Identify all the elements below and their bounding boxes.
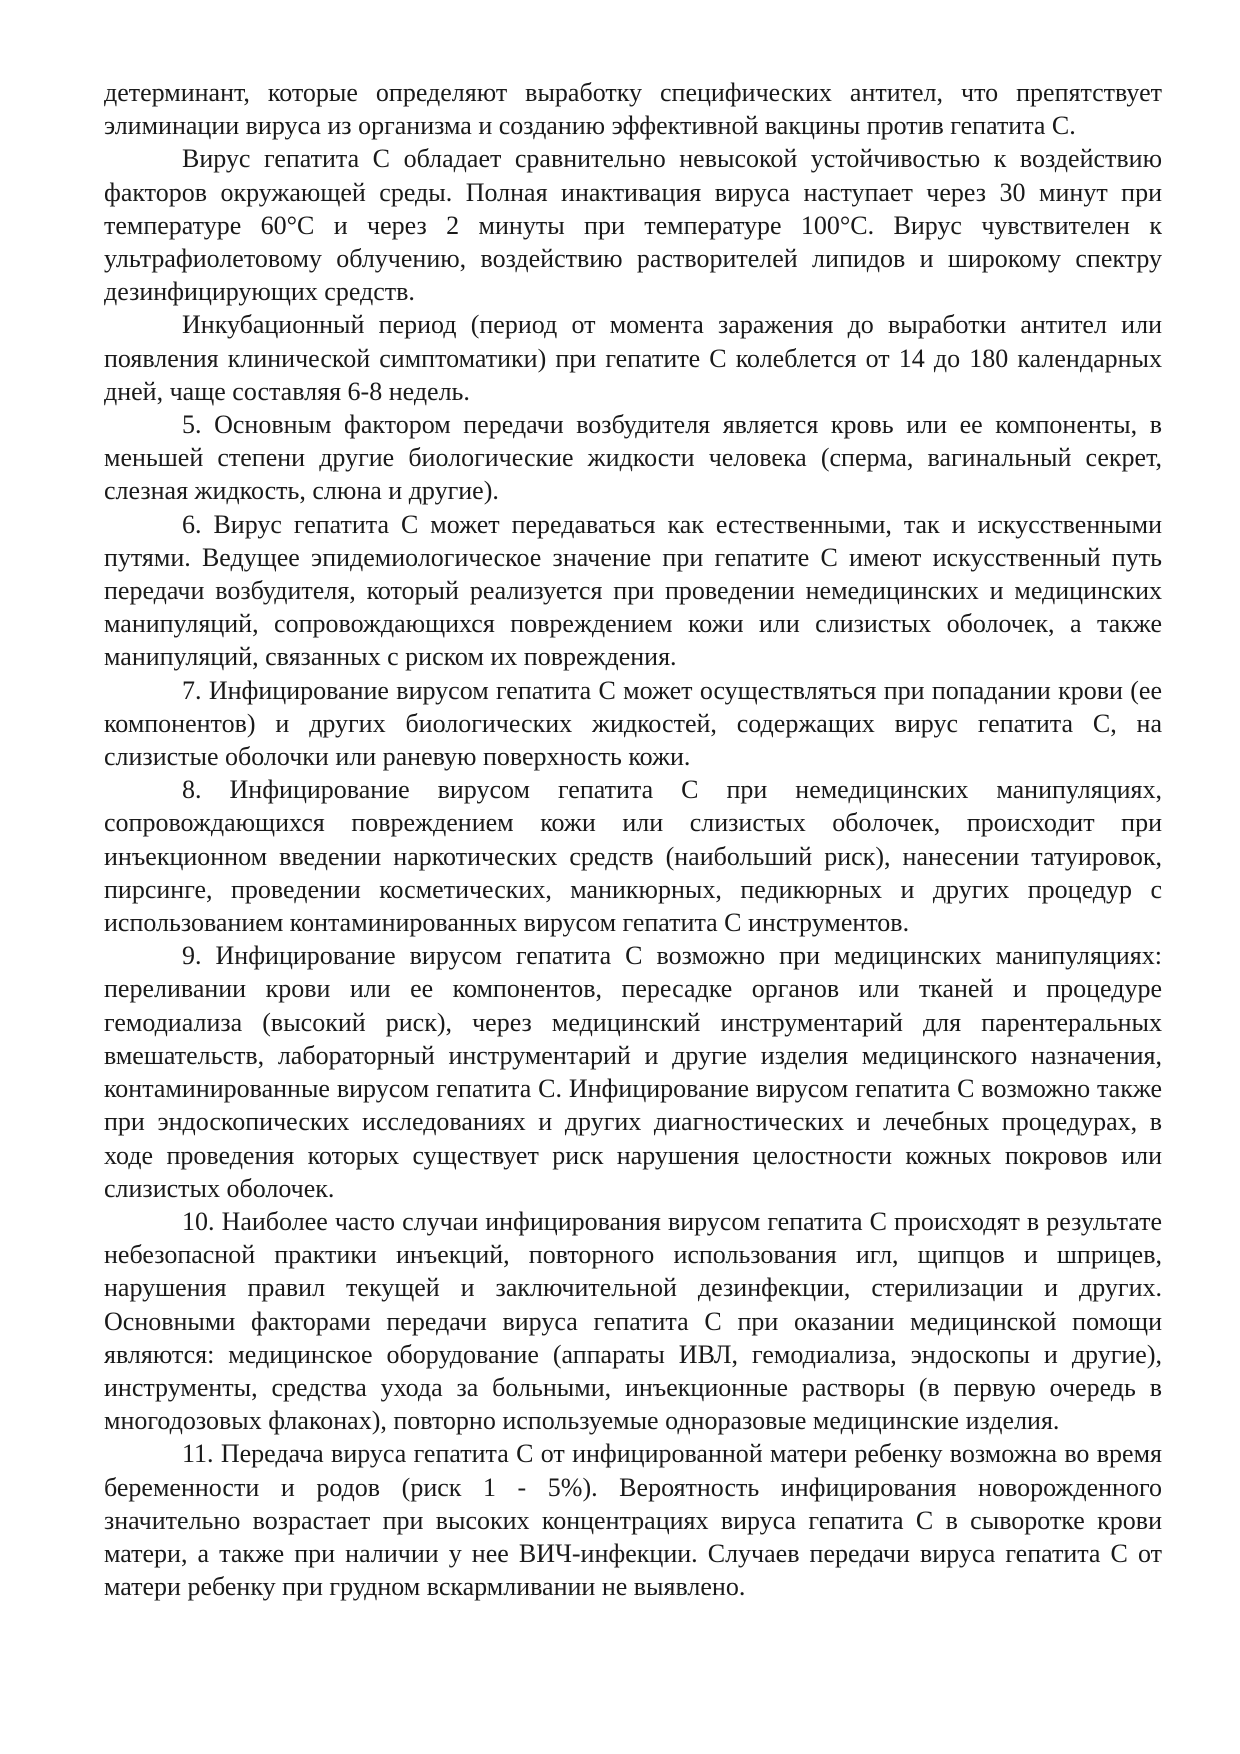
paragraph-incubation-period: Инкубационный период (период от момента заражения до выработки антител или появления клинической симптоматики) при гепатите С колеблется от 14 до 180 календарных дней, чаще составляя 6-8 недель. bbox=[104, 310, 1162, 406]
paragraph-item-6: 6. Вирус гепатита С может передаваться как естественными, так и искусственными путями. Ведущее эпидемиологическое значение при гепатите С имеют искусственный путь передачи возбудителя, который реализуется при проведении немедицинских и медицинских манипуляций, сопровождающихся повреждением кожи или слизистых оболочек, а также манипуляций, связанных с риском их повреждения. bbox=[104, 509, 1162, 672]
paragraph-item-11: 11. Передача вируса гепатита С от инфицированной матери ребенку возможна во время беременности и родов (риск 1 - 5%). Вероятность инфицирования новорожденного значительно возрастает при высоких концентрациях вируса гепатита С в сыворотке крови матери, а также при наличии у нее ВИЧ-инфекции. Случаев передачи вируса гепатита С от матери ребенку при грудном вскармливании не выявлено. bbox=[104, 1439, 1162, 1602]
paragraph-item-8: 8. Инфицирование вирусом гепатита С при немедицинских манипуляциях, сопровождающихся повреждением кожи или слизистых оболочек, происходит при инъекционном введении наркотических средств (наибольший риск), нанесении татуировок, пирсинге, проведении косметических, маникюрных, педикюрных и других процедур с использованием контаминированных вирусом гепатита С инструментов. bbox=[104, 775, 1162, 938]
paragraph-item-9: 9. Инфицирование вирусом гепатита С возможно при медицинских манипуляциях: переливании крови или ее компонентов, пересадке органов или тканей и процедуре гемодиализа (высокий риск), через медицинский инструментарий для парентеральных вмешательств, лабораторный инструментарий и другие изделия медицинского назначения, контаминированные вирусом гепатита С. Инфицирование вирусом гепатита С возможно также при эндоскопических исследованиях и других диагностических и лечебных процедурах, в ходе проведения которых существует риск нарушения целостности кожных покровов или слизистых оболочек. bbox=[104, 941, 1162, 1203]
paragraph-item-7: 7. Инфицирование вирусом гепатита С может осуществляться при попадании крови (ее компонентов) и других биологических жидкостей, содержащих вирус гепатита С, на слизистые оболочки или раневую поверхность кожи. bbox=[104, 675, 1162, 772]
paragraph-continuation: детерминант, которые определяют выработку специфических антител, что препятствует элиминации вируса из организма и созданию эффективной вакцины против гепатита С. bbox=[104, 78, 1162, 141]
paragraph-virus-stability: Вирус гепатита С обладает сравнительно невысокой устойчивостью к воздействию факторов окружающей среды. Полная инактивация вируса наступает через 30 минут при температуре 60°С и через 2 минуты при температуре 100°С. Вирус чувствителен к ультрафиолетовому облучению, воздействию растворителей липидов и широкому спектру дезинфицирующих средств. bbox=[104, 144, 1162, 307]
paragraph-item-10: 10. Наиболее часто случаи инфицирования вирусом гепатита С происходят в результате небезопасной практики инъекций, повторного использования игл, щипцов и шприцев, нарушения правил текущей и заключительной дезинфекции, стерилизации и других. Основными факторами передачи вируса гепатита С при оказании медицинской помощи являются: медицинское оборудование (аппараты ИВЛ, гемодиализа, эндоскопы и другие), инструменты, средства ухода за больными, инъекционные растворы (в первую очередь в многодозовых флаконах), повторно используемые одноразовые медицинские изделия. bbox=[104, 1206, 1162, 1436]
paragraph-item-5: 5. Основным фактором передачи возбудителя является кровь или ее компоненты, в меньшей степени другие биологические жидкости человека (сперма, вагинальный секрет, слезная жидкость, слюна и другие). bbox=[104, 410, 1162, 506]
